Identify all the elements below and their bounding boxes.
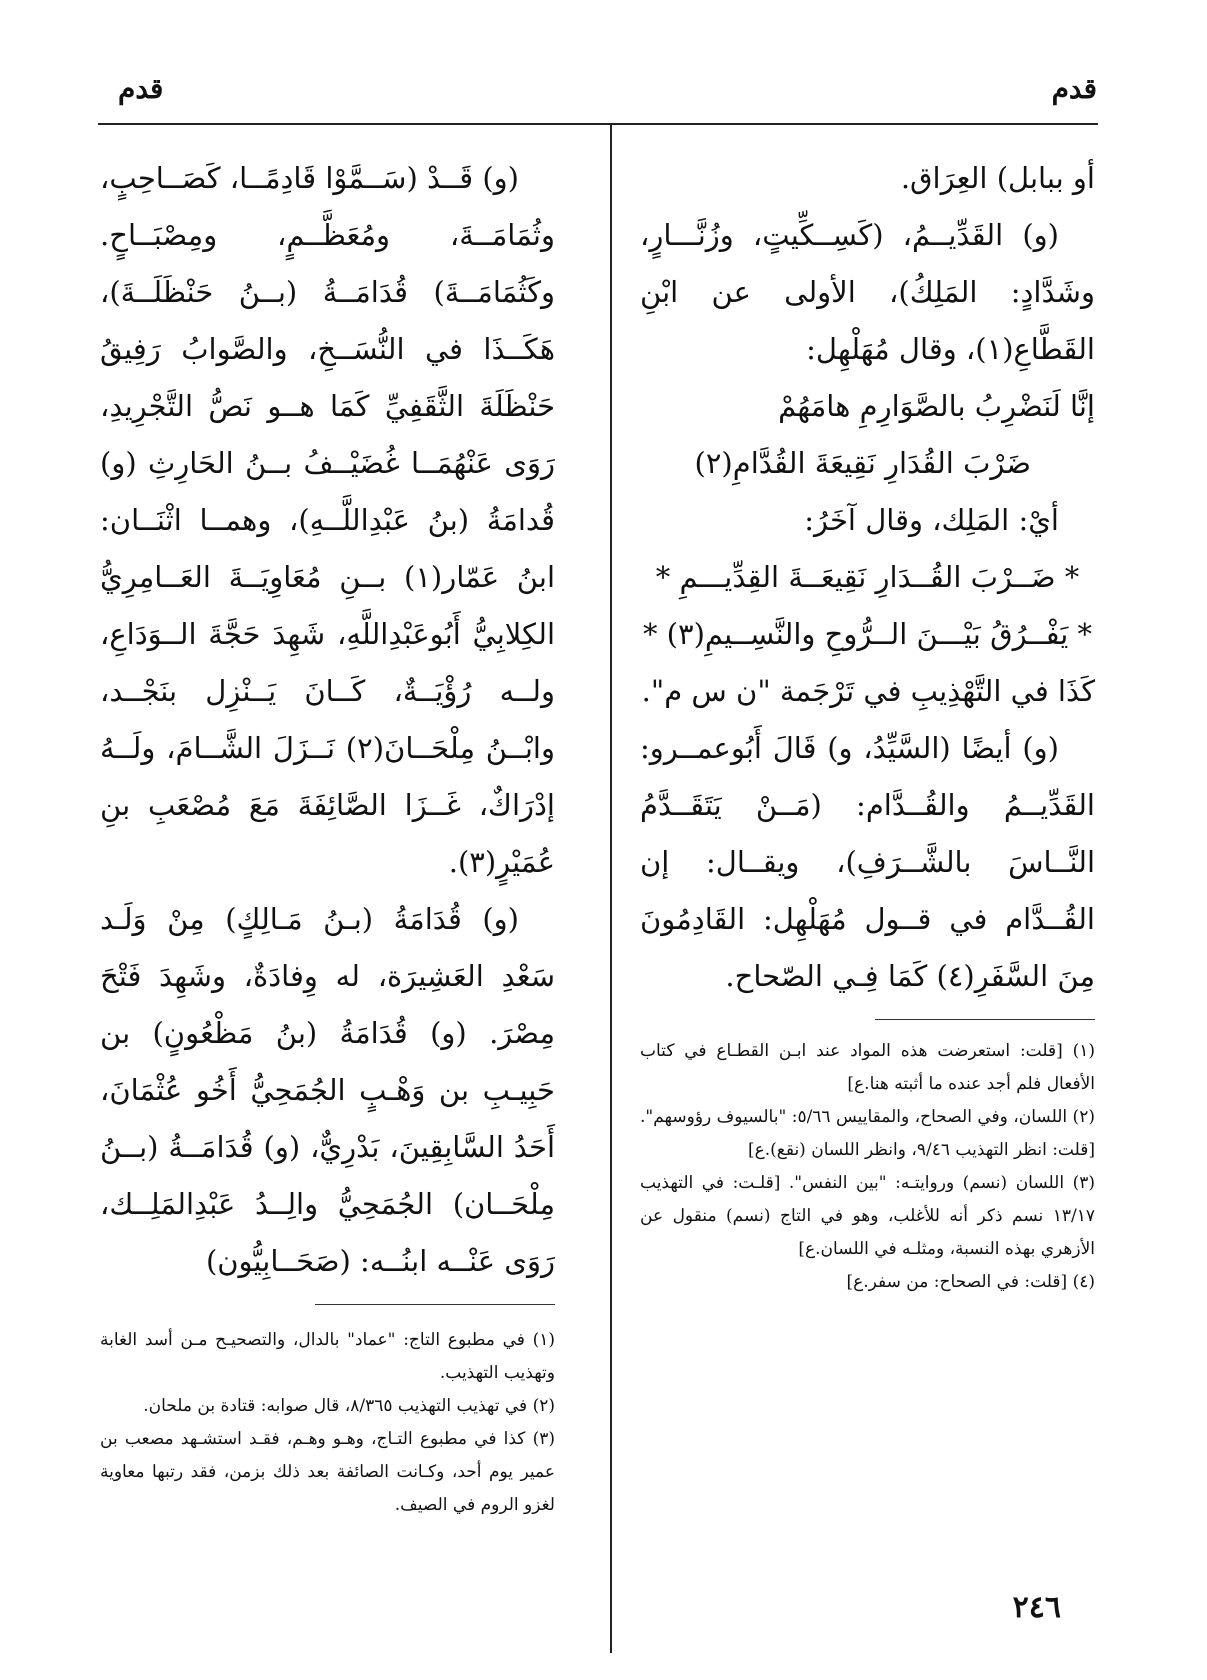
verse-line-2: ضَرْبَ القُدَارِ نَقِيعَةَ القُدَّامِ(٢): [694, 446, 1031, 480]
left-paragraph-2: (و) قُدَامَةُ (بـنُ مَـالِكٍ) مِنْ وَلَـد سَعْدِ العَشِيرَة، له وِفادَةٌ، وشَهِدَ فَتْحَ مِصْرَ. (و) قُدَامَةُ (بنُ مَظْعُونٍ) بن حَبِيـبِ بن وَهْـبٍ الجُمَحِيُّ أَخُو عُثْمَانَ، أَحَدُ السَّابِقِينَ، بَدْرِيٌّ، (و) قُدَامَــةُ (بــنُ مِلْحَــان) الجُمَحِيُّ والِــدُ عَبْدِالمَلِــك، رَوَى عَنْــه ابنُــه: (صَحَــابِيُّون): [100, 902, 555, 1278]
verse-line-3: * ضَــرْبَ القُــدَارِ نَقِيعَــةَ القِدِّيـــمِ *: [655, 560, 1080, 594]
page-number: ٢٤٦: [1012, 1590, 1061, 1625]
left-paragraph-1: (و) قَــدْ (سَــمَّوْا قَادِمًــا، كَصَــاحِبٍ، وثُمَامَــةَ، ومُعَظَّــمٍ، ومِصْبَــاحٍ. وكَثُمَامَــةَ) قُدَامَــةُ (بــنُ حَنْظَلَــةَ)، هَكَــذَا في النُّسَــخِ، والصَّوابُ رَفِيقُ حَنْظَلَةَ الثَّقَفِيِّ كَمَا هــو نَصُّ التَّجْرِيدِ، رَوَى عَنْهُمَــا غُضَيْــفُ بــنُ الحَارِثِ (و) قُدامَةُ (بنُ عَبْدِاللَّــهِ)، وهمــا اثْنَــان: ابنُ عَمّار(١) بــنِ مُعَاوِيَــةَ العَــامِرِيُّ الكِلابِيُّ أَبُوعَبْدِاللَّهِ، شَهِدَ حَجَّةَ الــوَدَاعِ، ولــه رُؤْيَــةٌ، كَــانَ يَــنْزِل بنَجْــد، وابْــنُ مِلْحَــانَ(٢) نَــزَلَ الشَّــامَ، ولَــهُ إدْرَاكٌ، غَــزَا الصَّائِفَةَ مَعَ مُصْعَبِ بنِ عُمَيْرٍ(٣).: [100, 161, 556, 879]
footnote: (١) [قلت: استعرضت هذه المواد عند ابـن القطـاع في كتاب الأفعال فلم أجد عنده ما أثبته هنا.ع]: [640, 1041, 1095, 1094]
verse-line-4: * يَفْــرُقُ بَيْـــنَ الــرُّوحِ والنَّسِــيمِ(٣) *: [642, 617, 1093, 651]
header-rule: [98, 123, 1098, 125]
footnote: (٣) كذا في مطبوع التـاج، وهـو وهـم، فقـد استشـهد مصعب بن عمير يوم أحد، وكـانت الصائفة بعد ذلك بزمن، فقد رتبها معاوية لغزو الروم في الصيف.: [100, 1429, 555, 1515]
running-head-left: قدم: [118, 72, 164, 105]
running-head-right: قدم: [1051, 72, 1097, 105]
right-paragraph-3: أيْ: المَلِك، وقال آخَرُ:: [804, 503, 1059, 537]
column-divider: [610, 123, 612, 1653]
footnote-rule-left: [315, 1304, 555, 1305]
right-paragraph-4: كَذَا في التَّهْذِيبِ في تَرْجَمة "ن س م".: [641, 674, 1095, 708]
footnote-rule-right: [875, 1019, 1095, 1020]
right-footnotes: [640, 1035, 1095, 1299]
right-paragraph-2: (و) القَدِّيــمُ، (كَسِــكِّيتٍ، وزُنَّـــارٍ، وشَدَّادٍ: المَلِكُ)، الأولى عن ابْنِ القَطَّاعِ(١)، وقال مُهَلْهِل:: [640, 218, 1095, 366]
footnote: (٤) [قلت: في الصحاح: من سفر.ع]: [846, 1272, 1095, 1292]
left-column: [100, 150, 555, 1522]
right-column: [640, 150, 1095, 1299]
footnote: (١) في مطبوع التاج: "عماد" بالدال، والتصحيـح مـن أسد الغابة وتهذيب التهذيب.: [100, 1330, 555, 1383]
footnote: (٢) اللسان، وفي الصحاح، والمقاييس ٥/٦٦: "بالسيوف رؤوسهم". [قلت: انظر التهذيب ٩/٤٦، وانظر اللسان (نقع).ع]: [640, 1107, 1095, 1160]
right-paragraph-1: أو ببابل) العِرَاق.: [900, 161, 1095, 195]
left-footnotes: [100, 1324, 555, 1522]
footnote: (٣) اللسان (نسم) وروايتـه: "بين النفس". [قلـت: في التهذيب ١٣/١٧ نسم ذكر أنه للأغلب، وهو في التاج (نسم) منقول عن الأزهري بهذه النسبة، ومثلـه في اللسان.ع]: [640, 1173, 1095, 1259]
footnote: (٢) في تهذيب التهذيب ٨/٣٦٥، قال صوابه: قتادة بن ملحان.: [143, 1396, 555, 1416]
right-paragraph-5: (و) أيضًا (السَّيِّدُ، و) قَالَ أَبُوعمــرو: القَدِّيــمُ والقُــدَّام: (مَــنْ يَتَقَــدَّمُ النَّــاسَ بالشَّــرَفِ)، ويقــال: إن القُــدَّام في قــول مُهَلْهِل: القَادِمُونَ مِنَ السَّفَرِ(٤) كَمَا فِـي الصّحاح.: [640, 731, 1095, 993]
verse-line-1: إنَّا لَنَضْرِبُ بالصَّوَارِمِ هامَهُمْ: [778, 389, 1095, 423]
